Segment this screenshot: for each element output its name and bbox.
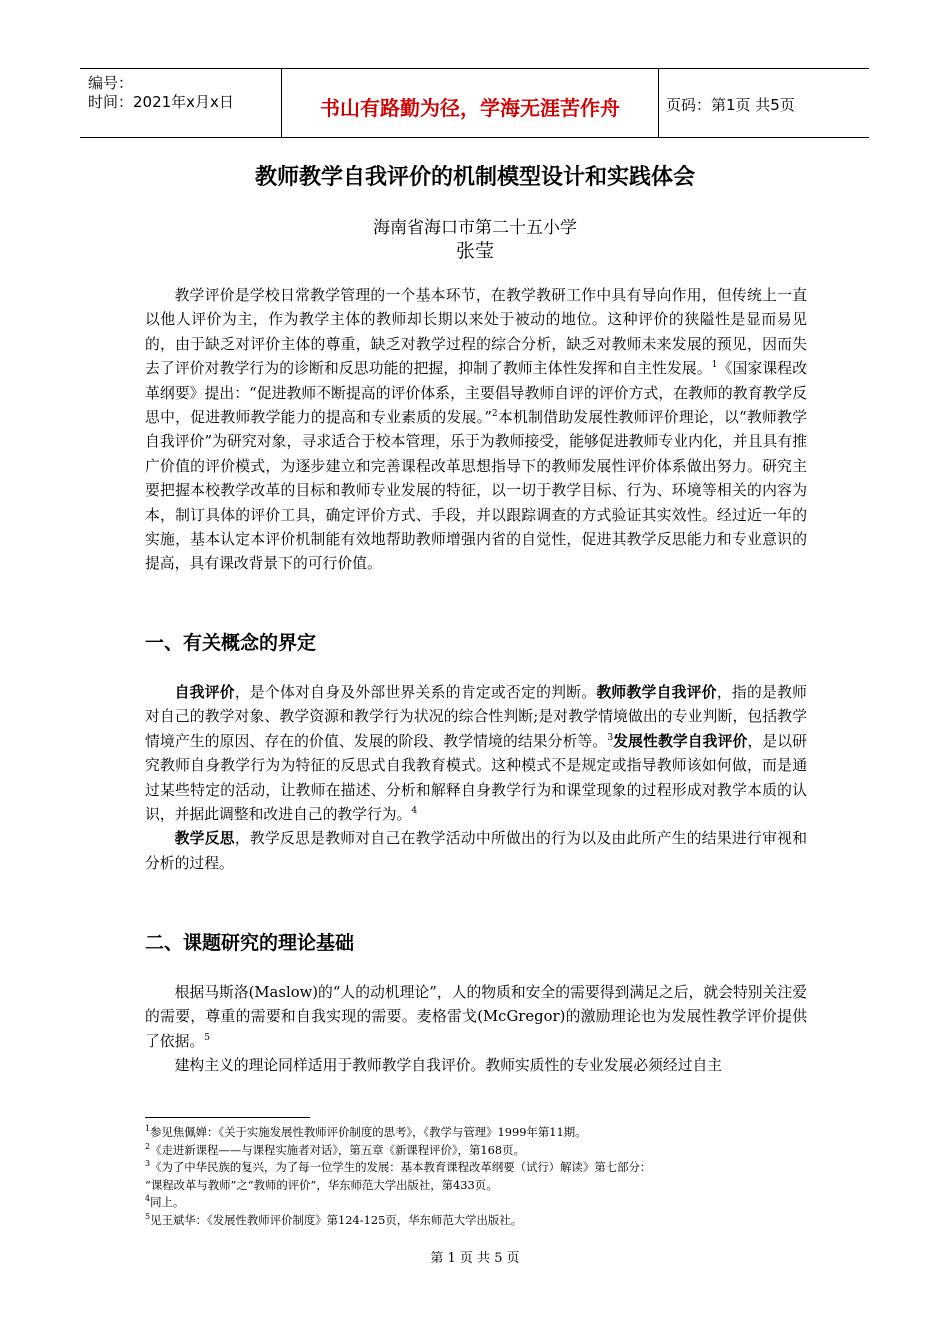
definition-paragraph: 自我评价，是个体对自身及外部世界关系的肯定或否定的判断。教师教学自我评价，指的是教师对自己的教学对象、教学资源和教学行为状况的综合性判断;是对教学情境做出的专业判断，包括教学情境产生的原因、存在的价值、发展的阶段、教学情境的结果分析等。$^3$发展性教学自我评价，是以研究教师自身教学行为为特征的反思式自我教育模式。这种模式不是规定或指导教师该如何做，而是通过某些特定的活动，让教师在描述、分析和解释自身教学行为和课堂现象的过程形成对教学本质的认识，并据此调整和改进自己的教学行为。$^4$ (145, 684, 807, 824)
header-number: 编号： (88, 74, 134, 92)
footnote: $^5$见王斌华：《发展性教师评价制度》第124-125页，华东师范大学出版社。 (145, 1211, 523, 1227)
section1-body (145, 681, 807, 876)
footnote: $^4$同上。 (145, 1194, 185, 1209)
term-self-evaluation: 自我评价 (174, 684, 235, 701)
page-footer: 第 1 页 共 5 页 (430, 1251, 520, 1266)
header-motto-cell (281, 69, 659, 137)
header-info-cell (80, 69, 281, 137)
footnote-ref: 3 (607, 732, 614, 743)
footnote: $^1$参见焦佩婵：《关于实施发展性教师评价制度的思考》，《教学与管理》1999年第11期。 (145, 1124, 587, 1139)
footnotes (145, 1124, 825, 1229)
footnote-ref: 2 (491, 409, 498, 420)
footnote-ref: 5 (204, 1032, 210, 1043)
term-developmental-self-evaluation: 发展性教学自我评价 (613, 732, 748, 750)
footnote-separator (145, 1117, 310, 1118)
footnote-ref: 1 (711, 360, 718, 371)
section2-body (145, 981, 807, 1079)
definition-paragraph: 教学反思，教学反思是教师对自己在教学活动中所做出的行为以及由此所产生的结果进行审视和分析的过程。 (145, 830, 807, 872)
term-teaching-reflection: 教学反思 (174, 830, 235, 848)
term-teacher-self-evaluation: 教师教学自我评价 (596, 684, 717, 701)
theory-paragraph: 根据马斯洛(Maslow)的“人的动机理论”，人的物质和安全的需要得到满足之后，就会特别关注爱的需要，尊重的需要和自我实现的需要。麦格雷戈(McGregor)的激励理论也为发展性教学评价提供了依据。$^5$ (145, 984, 807, 1050)
footnote: $^3$《为了中华民族的复兴，为了每一位学生的发展：基本教育课程改革纲要（试行）解读》第七部分： (145, 1159, 652, 1174)
section-heading-2: 二、课题研究的理论基础 (145, 932, 355, 954)
author-name: 张莹 (455, 240, 494, 262)
header-page-cell (658, 69, 869, 137)
document-title: 教师教学自我评价的机制模型设计和实践体会 (254, 165, 695, 190)
header-page-number: 页码：第1页 共5页 (666, 96, 795, 114)
header-motto: 书山有路勤为径，学海无涯苦作舟 (320, 96, 620, 120)
theory-paragraph: 建构主义的理论同样适用于教师教学自我评价。教师实质性的专业发展必须经过自主 (174, 1057, 723, 1075)
intro-paragraph: 教学评价是学校日常教学管理的一个基本环节，在教学教研工作中具有导向作用，但传统上一直以他人评价为主，作为教学主体的教师却长期以来处于被动的地位。这种评价的狭隘性是显而易见的，由于缺乏对评价主体的尊重，缺乏对教学过程的综合分析，缺乏对教师未来发展的预见，因而失去了评价对教学行为的诊断和反思功能的把握，抑制了教师主体性发挥和自主性发展。$^1$《国家课程改革纲要》提出：“促进教师不断提高的评价体系，主要倡导教师自评的评价方式，在教师的教育教学反思中，促进教师教学能力的提高和专业素质的发展。”$^2$本机制借助发展性教师评价理论，以“教师教学自我评价”为研究对象，寻求适合于校本管理，乐于为教师接受，能够促进教师专业内化，并且具有推广价值的评价模式，为逐步建立和完善课程改革思想指导下的教师发展性评价体系做出努力。研究主要把握本校教学改革的目标和教师专业发展的特征，以一切于教学目标、行为、环境等相关的内容为本，制订具体的评价工具，确定评价方式、手段，并以跟踪调查的方式验证其实效性。经过近一年的实施，基本认定本评价机制能有效地帮助教师增强内省的自觉性，促进其教学反思能力和专业意识的提高，具有课改背景下的可行价值。 (145, 287, 807, 573)
section-heading-1: 一、有关概念的界定 (145, 632, 317, 654)
footnote-ref: 4 (411, 806, 418, 817)
footnote: “课程改革与教师”之“教师的评价”，华东师范大学出版社，第433页。 (145, 1177, 498, 1192)
author-school: 海南省海口市第二十五小学 (373, 218, 577, 238)
header-time: 时间：2021年x月x日 (88, 93, 234, 111)
document-header (80, 68, 869, 138)
footnote: $^2$《走进新课程——与课程实施者对话》，第五章《新课程评价》，第168页。 (145, 1141, 525, 1157)
intro-section (145, 284, 807, 577)
